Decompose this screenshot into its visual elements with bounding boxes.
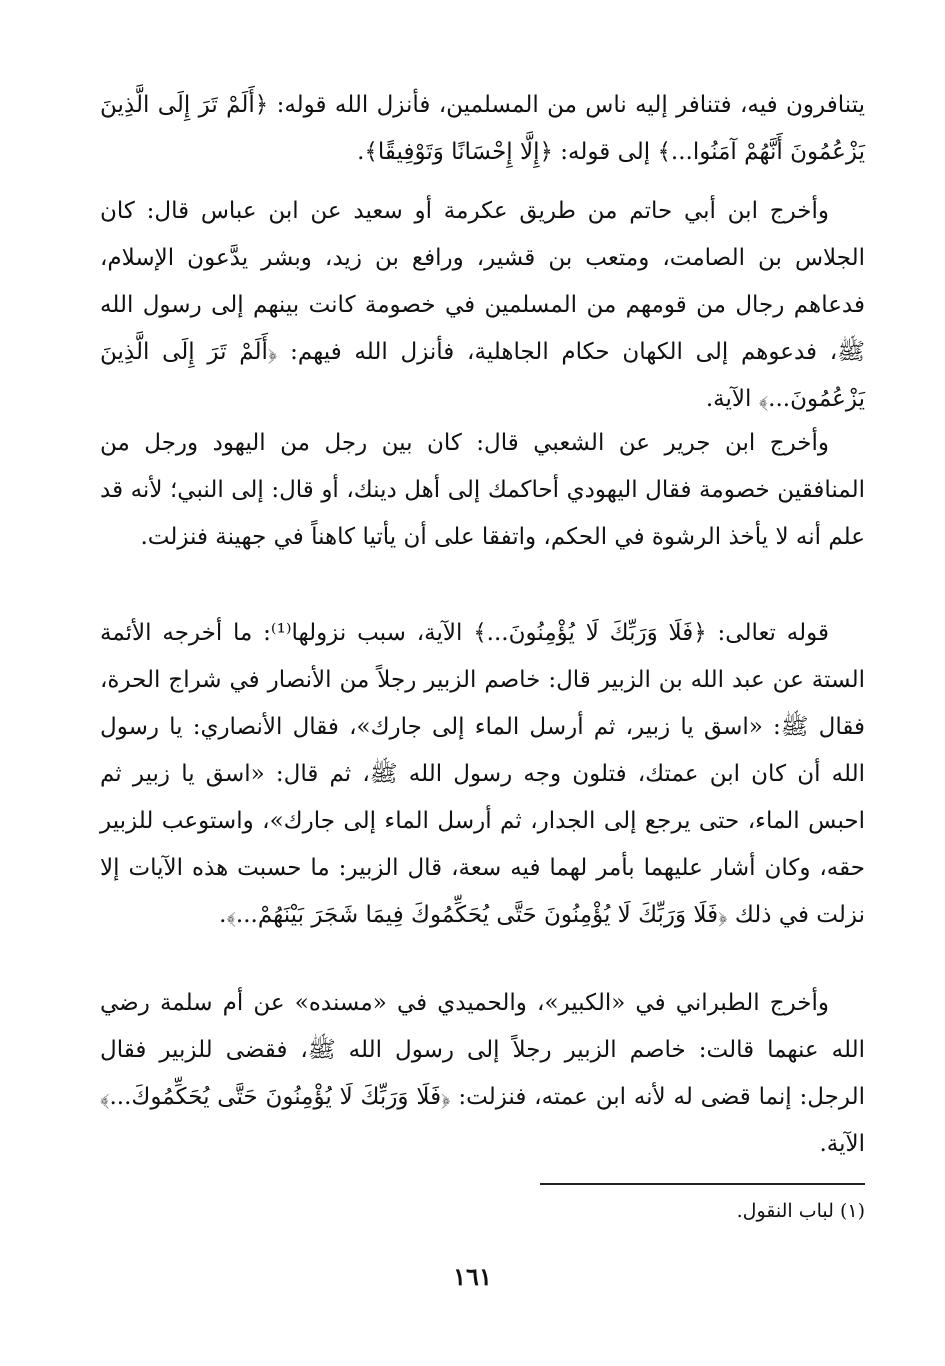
footnote: (١) لباب النقول. [736,1200,865,1222]
page-number: ١٦١ [453,1262,492,1291]
footnote-divider [540,1183,865,1185]
paragraph-3: وأخرج ابن جرير عن الشعبي قال: كان بين رجل من اليهود ورجل من المنافقين خصومة فقال اليهودي أحاكمك إلى أهل دينك، أو قال: إلى النبي؛ لأنه قد علم أنه لا يأخذ الرشوة في الحكم، واتفقا على أن يأتيا كاهناً في جهينة فنزلت. [100,430,865,550]
paragraph-1: يتنافرون فيه، فتنافر إليه ناس من المسلمين، فأنزل الله قوله: ﴿أَلَمْ تَرَ إِلَى الَّذِينَ يَزْعُمُونَ أَنَّهُمْ آمَنُوا...﴾ إلى قوله: ﴿إِلَّا إِحْسَانًا وَتَوْفِيقًا﴾. [100,92,865,165]
paragraph-4: قوله تعالى: ﴿فَلَا وَرَبِّكَ لَا يُؤْمِنُونَ...﴾ الآية، سبب نزولها⁽¹⁾: ما أخرجه الأئمة الستة عن عبد الله بن الزبير قال: خاصم الزبير رجلاً من الأنصار في شراج الحرة، فقال ﷺ: «اسق يا زبير، ثم أرسل الماء إلى جارك»، فقال الأنصاري: يا رسول الله أن كان ابن عمتك، فتلون وجه رسول الله ﷺ، ثم قال: «اسق يا زبير ثم احبس الماء، حتى يرجع إلى الجدار، ثم أرسل الماء إلى جارك»، واستوعب للزبير حقه، وكان أشار عليهما بأمر لهما فيه سعة، قال الزبير: ما حسبت هذه الآيات إلا نزلت في ذلك ﴿فَلَا وَرَبِّكَ لَا يُؤْمِنُونَ حَتَّى يُحَكِّمُوكَ فِيمَا شَجَرَ بَيْنَهُمْ...﴾. [100,620,865,928]
paragraph-5: وأخرج الطبراني في «الكبير»، والحميدي في «مسنده» عن أم سلمة رضي الله عنهما قالت: خاصم الزبير رجلاً إلى رسول الله ﷺ، فقضى للزبير فقال الرجل: إنما قضى له لأنه ابن عمته، فنزلت: ﴿فَلَا وَرَبِّكَ لَا يُؤْمِنُونَ حَتَّى يُحَكِّمُوكَ...﴾ الآية. [100,990,865,1157]
paragraph-2: وأخرج ابن أبي حاتم من طريق عكرمة أو سعيد عن ابن عباس قال: كان الجلاس بن الصامت، ومتعب بن قشير، ورافع بن زيد، وبشر يدَّعون الإسلام، فدعاهم رجال من قومهم من المسلمين في خصومة كانت بينهم إلى رسول الله ﷺ، فدعوهم إلى الكهان حكام الجاهلية، فأنزل الله فيهم: ﴿أَلَمْ تَرَ إِلَى الَّذِينَ يَزْعُمُونَ...﴾ الآية. [100,198,865,412]
